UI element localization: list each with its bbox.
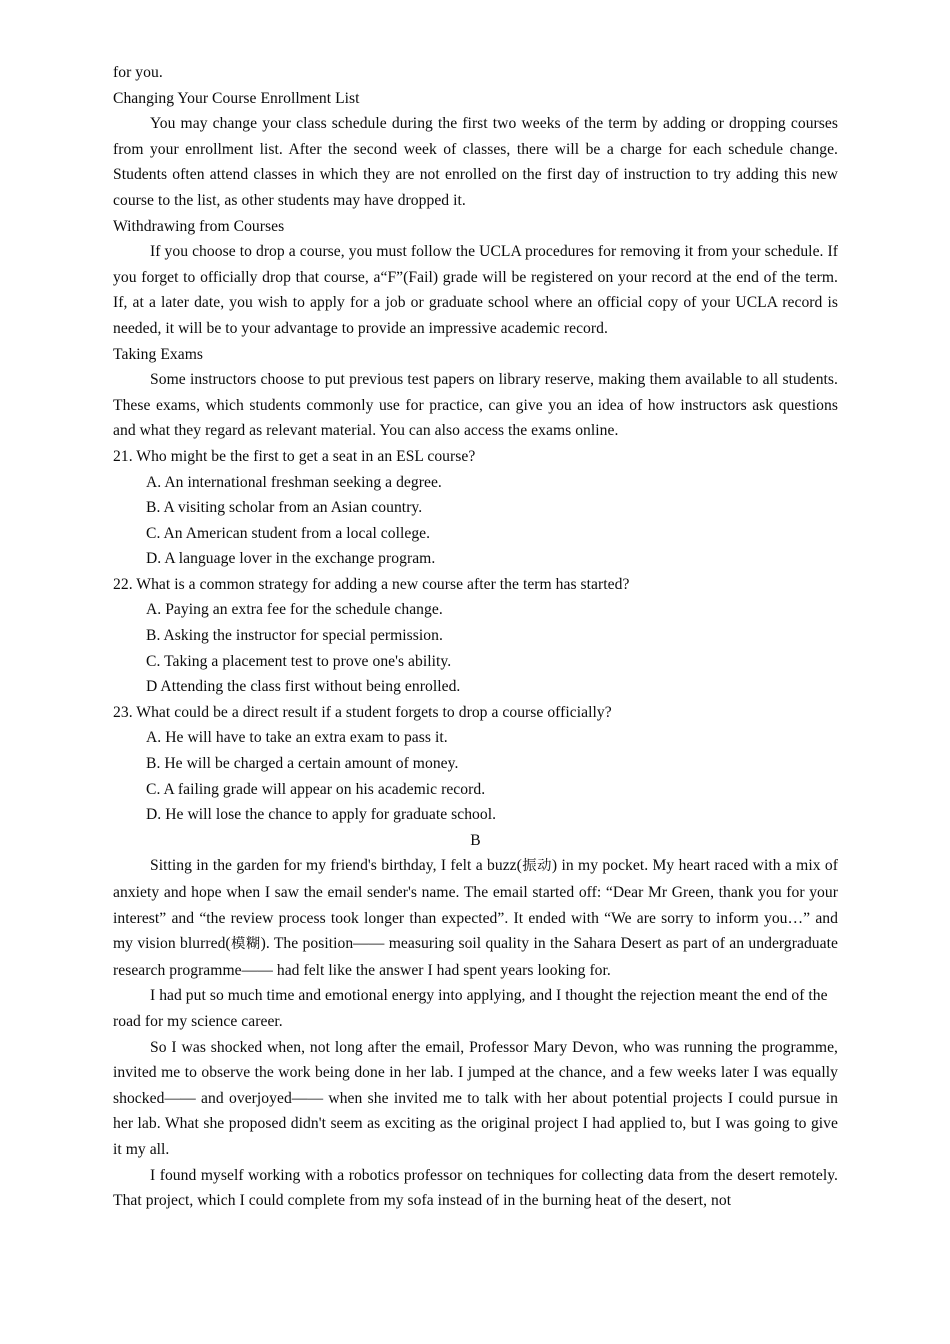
question-23 [113, 700, 838, 828]
passage-b-paragraph-3: So I was shocked when, not long after the email, Professor Mary Devon, who was running the programme, invited me to observe the work being done in her lab. I jumped at the chance, and a few weeks later I was equally shocked—— and overjoyed—— when she invited me to talk with her about potential projects I could pursue in her lab. What she proposed didn't seem as exciting as the original project I had applied to, but I was going to give it my all. [113, 1038, 838, 1158]
question-23-option-c[interactable]: C. A failing grade will appear on his academic record. [146, 780, 486, 798]
cjk-gloss: 模糊 [230, 936, 261, 953]
passage-b-paragraph-1: Sitting in the garden for my friend's birthday, I felt a buzz(振动) in my pocket. My heart raced with a mix of anxiety and hope when I saw the email sender's name. The email started off: “Dear Mr Green, thank you for your interest” and “the review process took longer than expected”. It ended with “We are sorry to inform you…” and my vision blurred(模糊). The position—— measuring soil quality in the Sahara Desert as part of an undergraduate research programme—— had felt like the answer I had spent years looking for. [113, 857, 839, 979]
question-21-option-d[interactable]: D. A language lover in the exchange program. [146, 550, 436, 568]
section-body-enrollment: You may change your class schedule during the first two weeks of the term by adding or dropping courses from your enrollment list. After the second week of classes, there will be a charge for each schedule change. Students often attend classes in which they are not enrolled on the first day of instruction to try adding this new course to the list, as other students may have dropped it. [113, 115, 838, 209]
section-heading-exams: Taking Exams [113, 345, 204, 363]
question-23-option-b[interactable]: B. He will be charged a certain amount of money. [146, 755, 459, 773]
question-22 [113, 572, 838, 700]
passage-label-b: B [470, 831, 481, 849]
question-23-stem: 23. What could be a direct result if a student forgets to drop a course officially? [113, 703, 612, 721]
question-21-option-a[interactable]: A. An international freshman seeking a degree. [146, 473, 442, 491]
cjk-gloss: 振动 [521, 858, 552, 875]
question-22-option-d[interactable]: D Attending the class first without being enrolled. [146, 678, 461, 696]
passage-b-paragraph-4: I found myself working with a robotics professor on techniques for collecting data from the desert remotely. That project, which I could complete from my sofa instead of in the burning heat of the desert, not [113, 1166, 838, 1210]
section-heading-withdrawing: Withdrawing from Courses [113, 217, 285, 235]
question-21-stem: 21. Who might be the first to get a seat in an ESL course? [113, 447, 476, 465]
question-22-option-b[interactable]: B. Asking the instructor for special permission. [146, 627, 443, 645]
text-column [113, 60, 838, 1214]
question-22-option-a[interactable]: A. Paying an extra fee for the schedule change. [146, 601, 443, 619]
continued-fragment: for you. [113, 64, 163, 81]
question-21-option-c[interactable]: C. An American student from a local college. [146, 524, 431, 542]
section-body-withdrawing: If you choose to drop a course, you must follow the UCLA procedures for removing it from your schedule. If you forget to officially drop that course, a“F”(Fail) grade will be registered on your record at the end of the term. If, at a later date, you wish to apply for a job or graduate school where an official copy of your UCLA record is needed, it will be to your advantage to provide an impressive academic record. [113, 243, 838, 337]
question-23-option-a[interactable]: A. He will have to take an extra exam to pass it. [146, 729, 448, 747]
passage-b-paragraph-2: I had put so much time and emotional energy into applying, and I thought the rejection meant the end of the road for my science career. [113, 987, 828, 1030]
section-heading-enrollment: Changing Your Course Enrollment List [113, 89, 360, 107]
question-21 [113, 444, 838, 572]
question-22-stem: 22. What is a common strategy for adding a new course after the term has started? [113, 575, 630, 593]
question-22-option-c[interactable]: C. Taking a placement test to prove one's ability. [146, 652, 452, 670]
section-body-exams: Some instructors choose to put previous test papers on library reserve, making them available to all students. These exams, which students commonly use for practice, can give you an idea of how instructors ask questions and what they regard as relevant material. You can also access the exams online. [113, 371, 838, 440]
question-21-option-b[interactable]: B. A visiting scholar from an Asian country. [146, 499, 423, 517]
question-23-option-d[interactable]: D. He will lose the chance to apply for graduate school. [146, 806, 497, 824]
